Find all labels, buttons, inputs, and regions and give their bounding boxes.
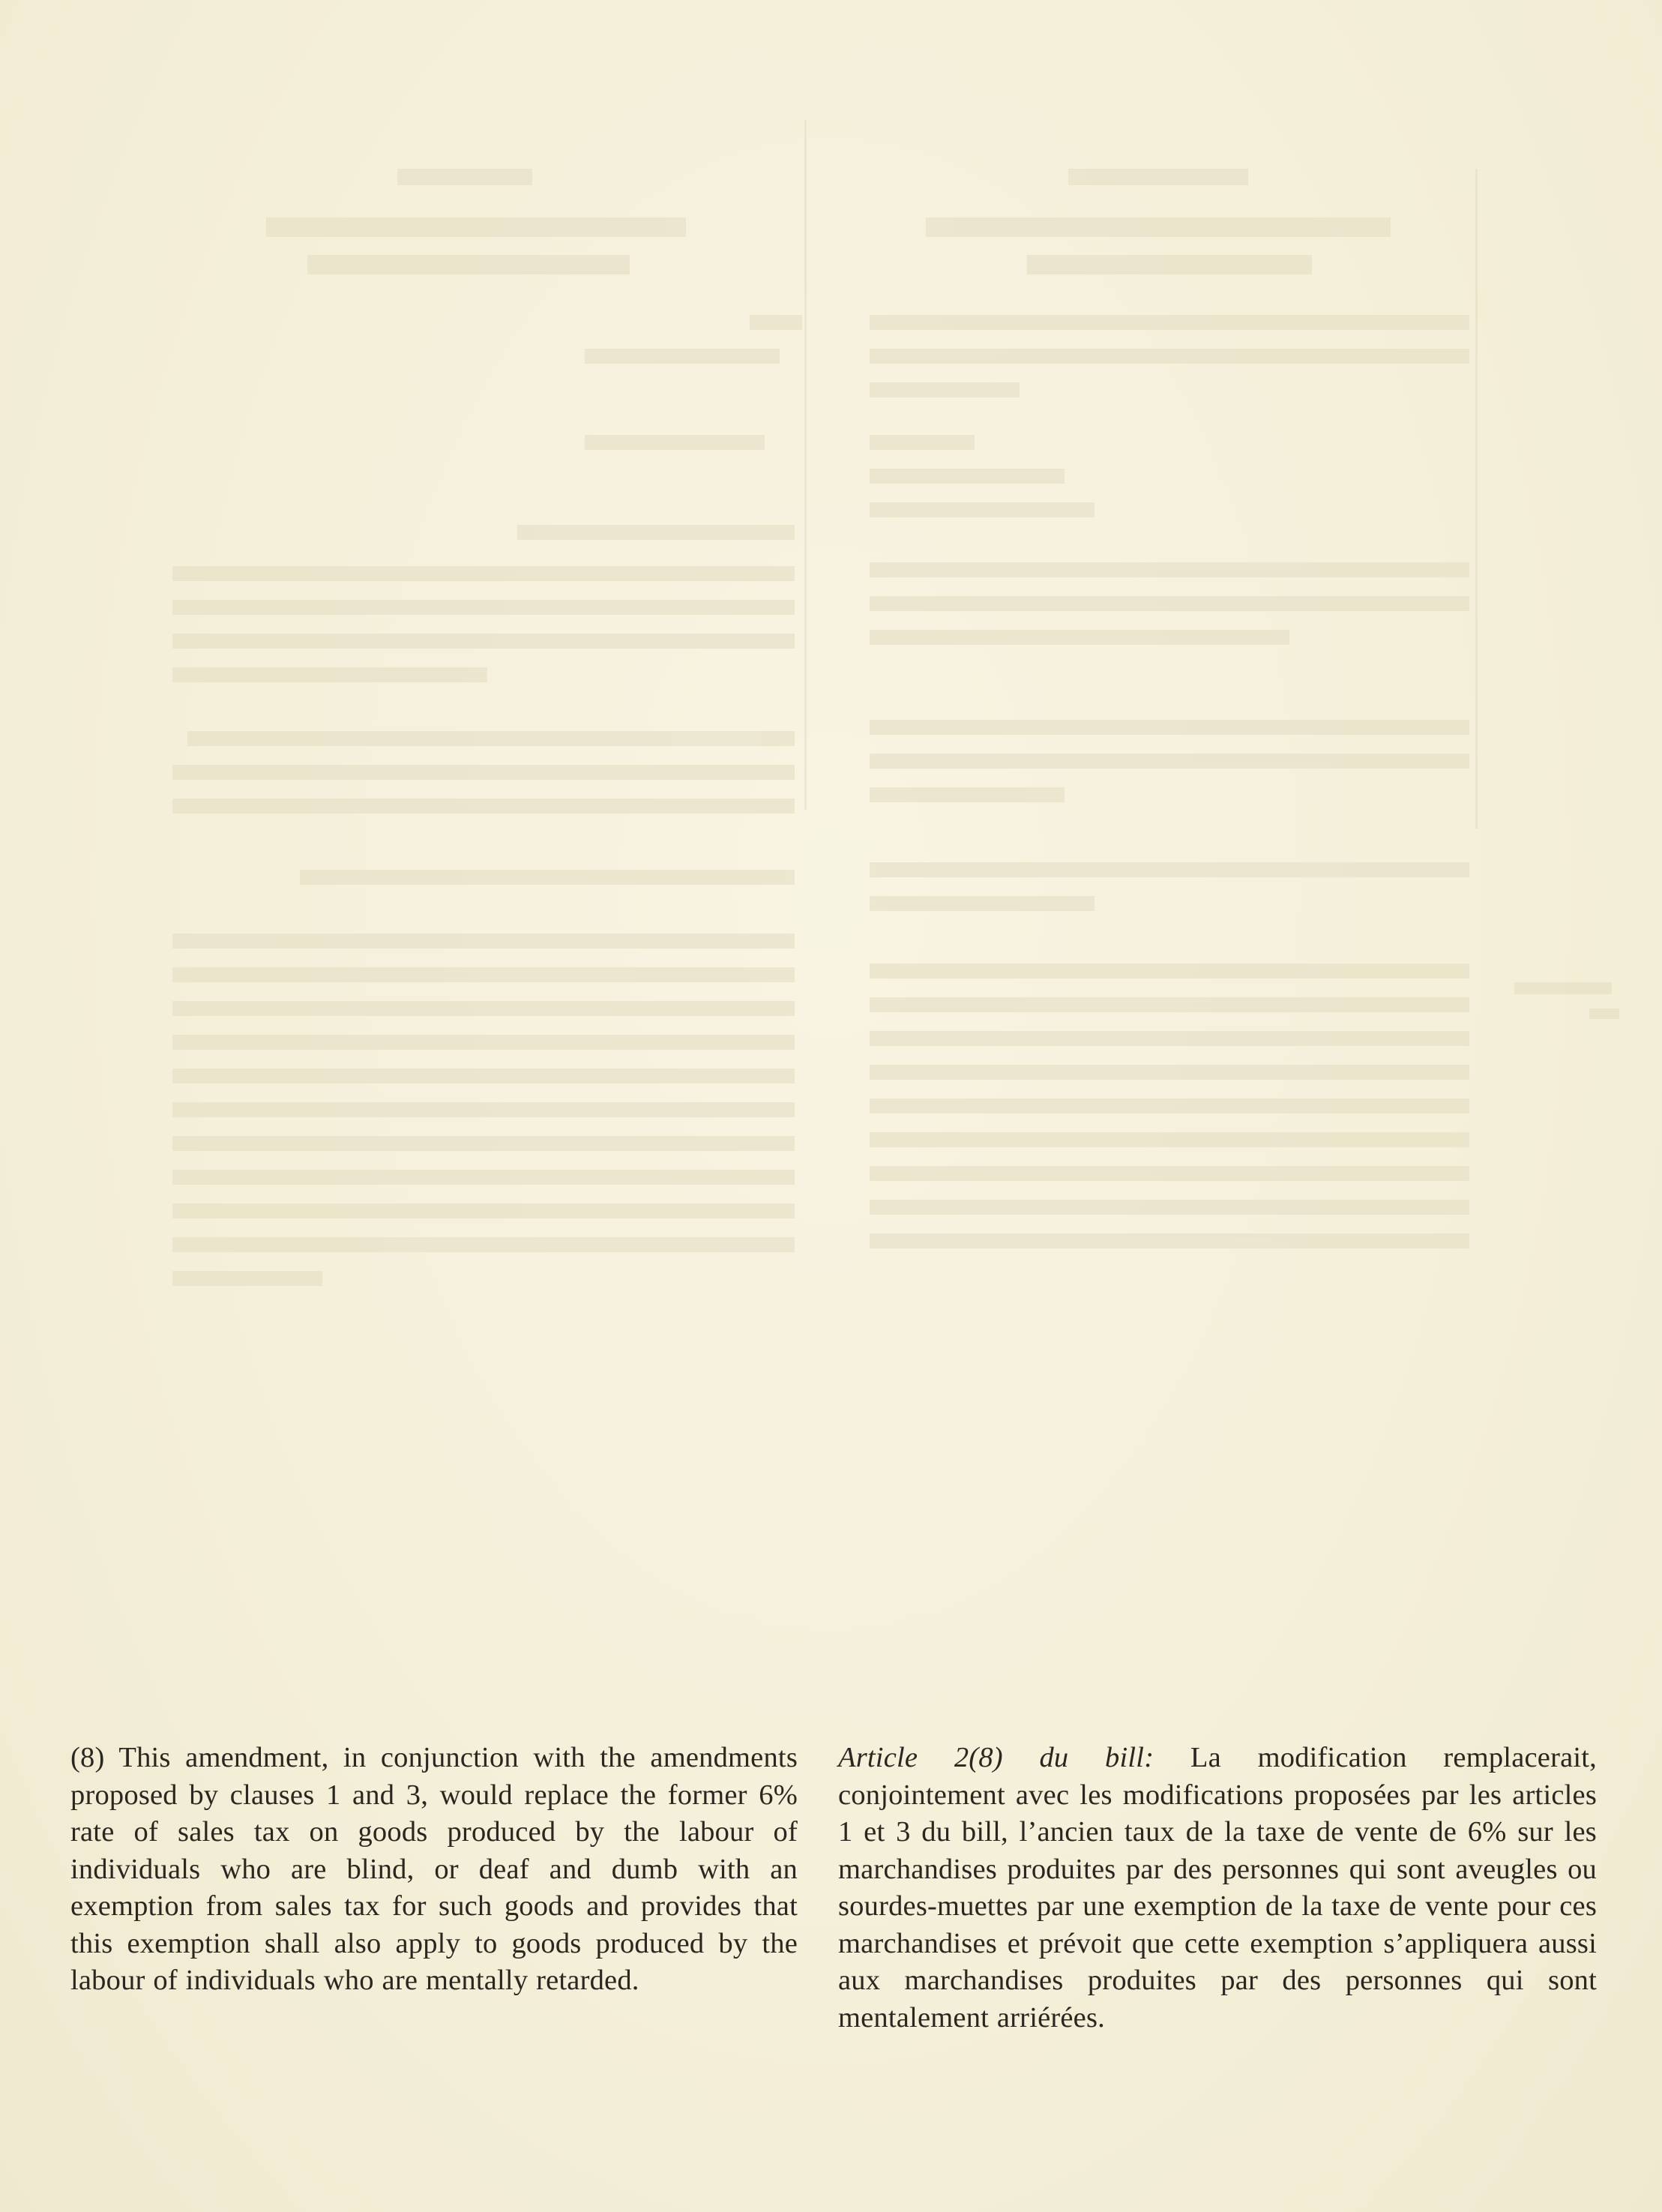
explanatory-note-french bbox=[838, 1740, 1597, 2037]
note-english-text: (8) This amendment, in conjunction with the amendments proposed by clauses 1 and 3, would replace the former 6% rate of sales tax on goods produced by the labour of individuals who are blind, or deaf and dumb with an exemption from sales tax for such goods and provides that this exemption shall also apply to goods produced by the labour of individuals who are mentally retarded. bbox=[70, 1742, 798, 1996]
note-french-reference: Article 2(8) du bill: bbox=[838, 1742, 1190, 1773]
note-french-text: La modification remplacerait, conjointement avec les modifications proposées par les articles 1 et 3 du bill, l’ancien taux de la taxe de vente de 6% sur les marchandises produites par des personnes qui sont aveugles ou sourdes-muettes par une exemption de la taxe de vente pour ces marchandises et prévoit que cette exemption s’appliquera aussi aux marchandises produites par des personnes qui sont mentalement arriérées. bbox=[838, 1742, 1597, 2034]
explanatory-note-english bbox=[70, 1740, 798, 2000]
